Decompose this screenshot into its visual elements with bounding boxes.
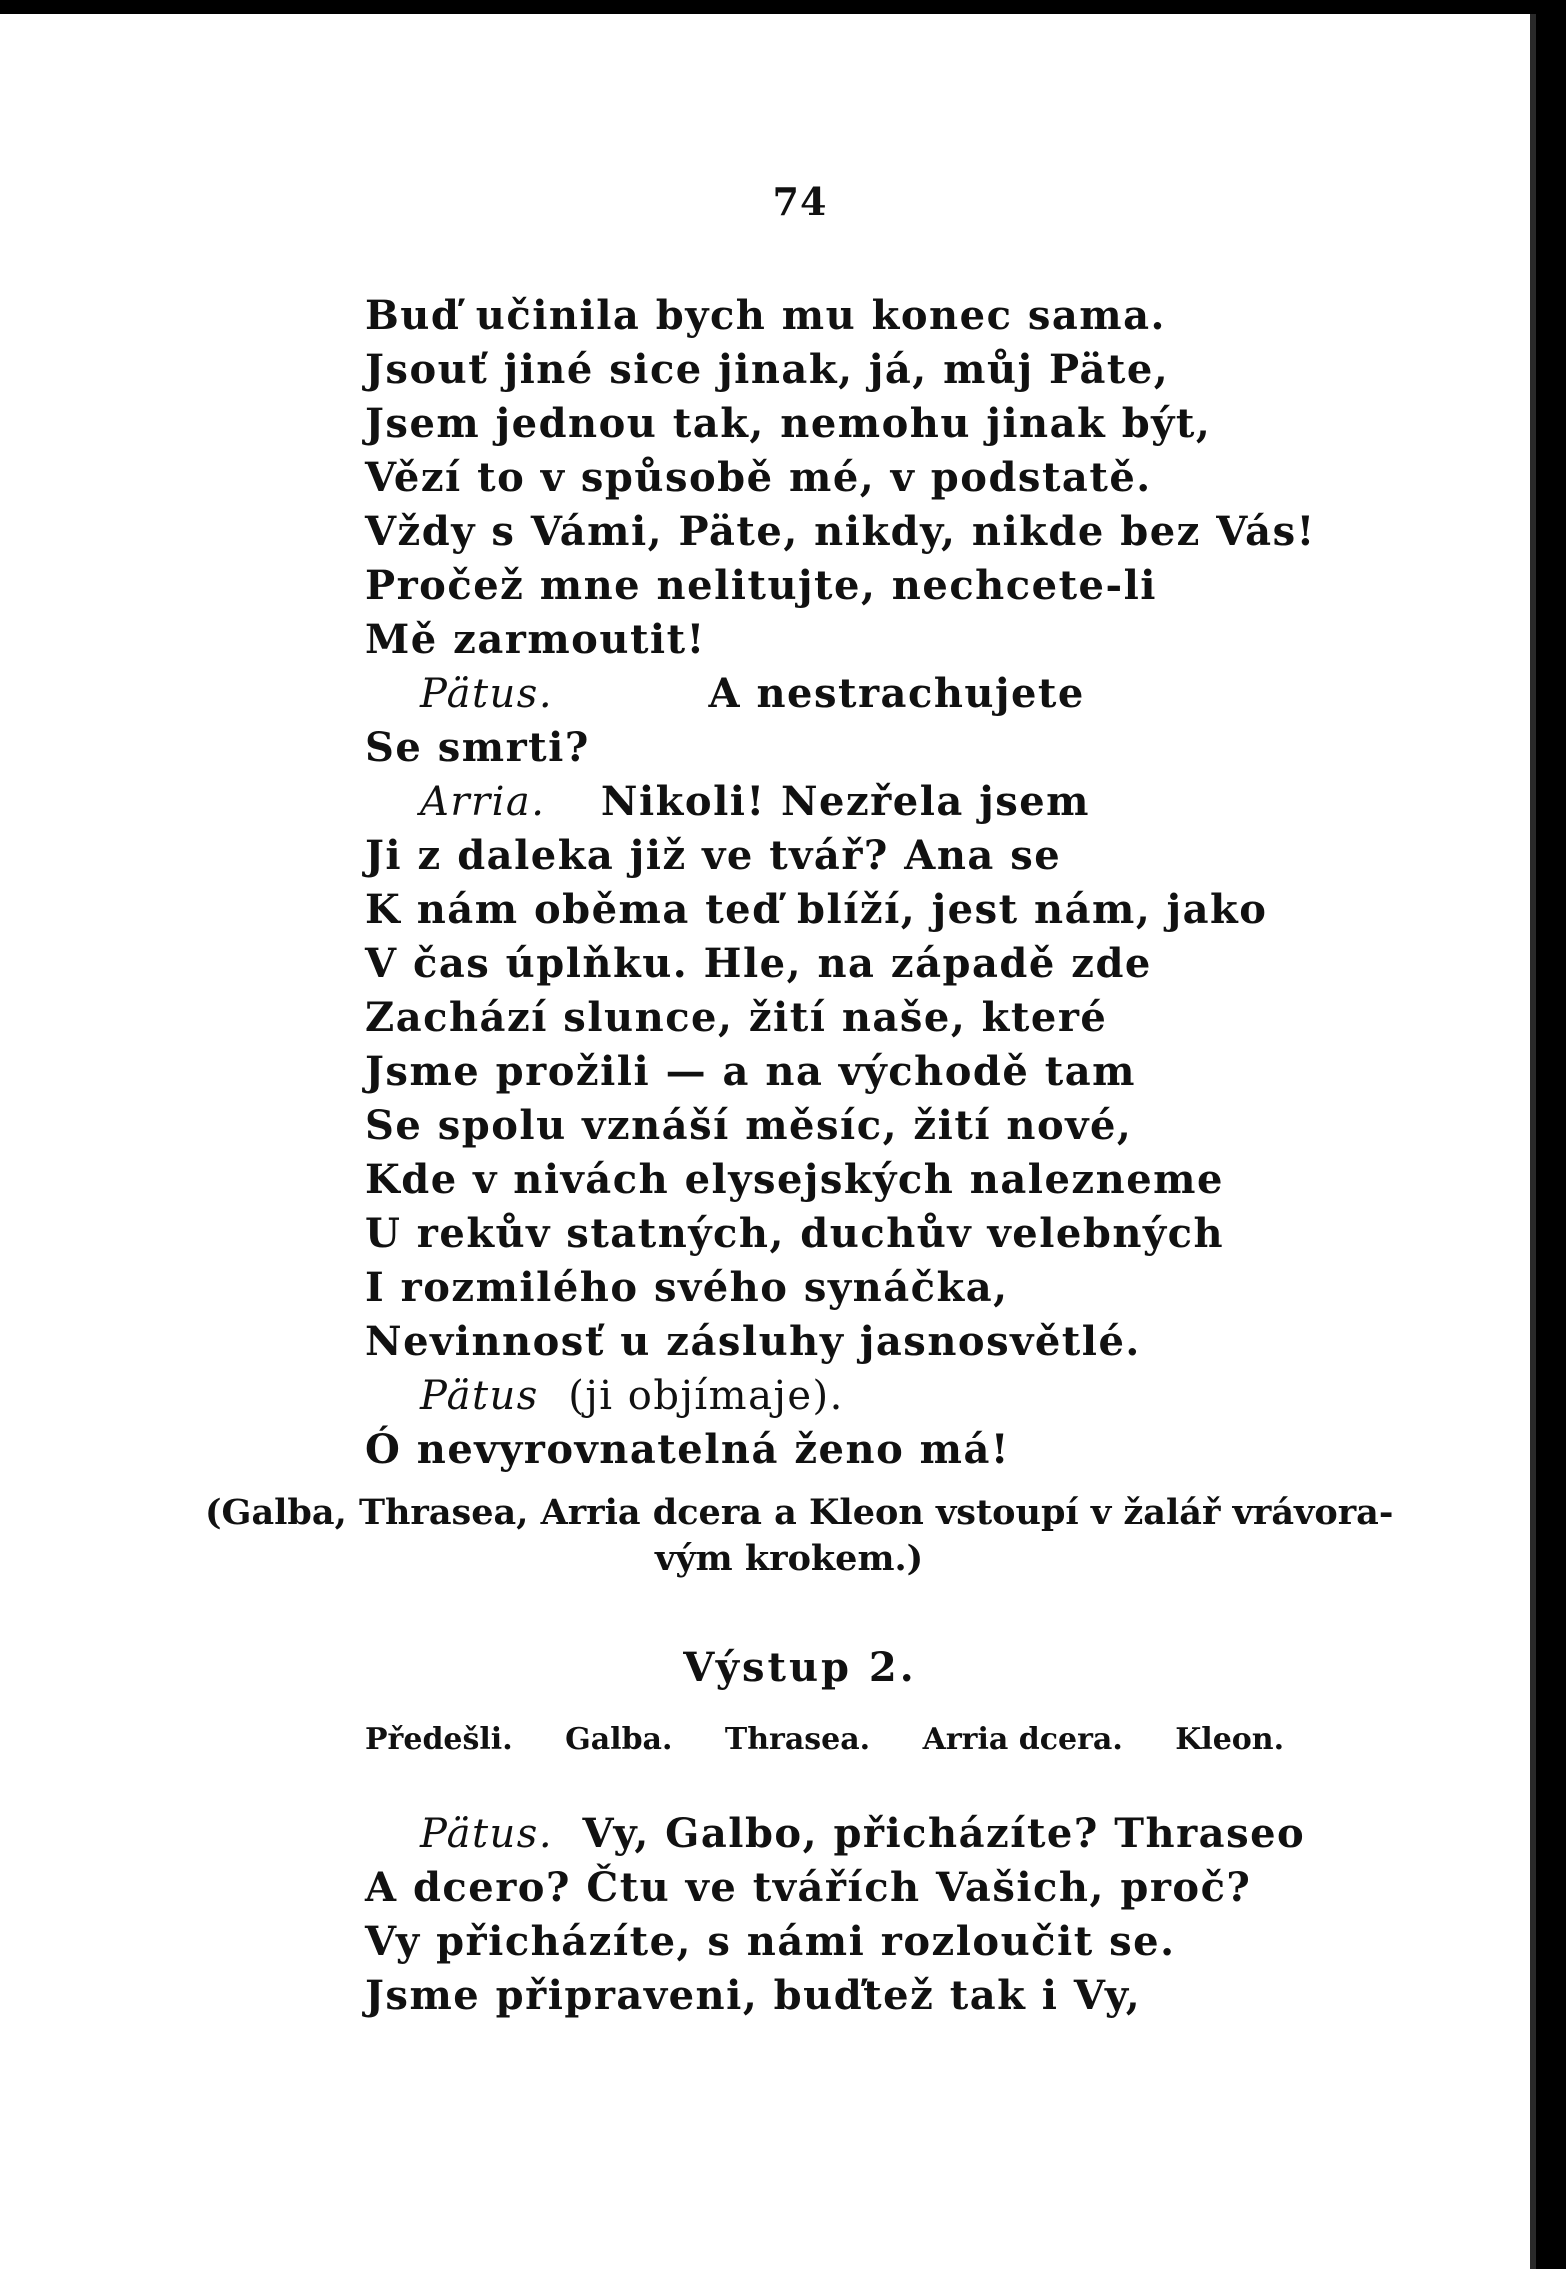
verse-line: Jsme prožili — a na východě tam	[365, 1048, 1136, 1095]
verse-line: Mě zarmoutit!	[365, 616, 706, 663]
speech-text: Vy, Galbo, přicházíte? Thraseo	[582, 1810, 1306, 1857]
speaker-name: Pätus.	[420, 671, 554, 717]
speaker-name: Arria.	[420, 779, 546, 825]
verse-line: U rekův statných, duchův velebných	[365, 1210, 1225, 1257]
character-name: Arria dcera.	[922, 1722, 1123, 1757]
stage-direction: vým krokem.)	[655, 1538, 924, 1579]
verse-line: Buď učinila bych mu konec sama.	[365, 292, 1166, 339]
speaker-line	[420, 778, 1090, 826]
page-number: 74	[772, 179, 828, 224]
speaker-name: Pätus.	[420, 1811, 554, 1857]
verse-line: Se spolu vznáší měsíc, žití nové,	[365, 1102, 1133, 1149]
character-name: Thrasea.	[724, 1722, 871, 1757]
speaker-line	[420, 670, 1085, 718]
verse-line: Nevinnosť u zásluhy jasnosvětlé.	[365, 1318, 1141, 1365]
speaker-line	[420, 1810, 1305, 1858]
verse-line: Pročež mne nelitujte, nechcete-li	[365, 562, 1157, 609]
verse-line: Jsouť jiné sice jinak, já, můj Päte,	[365, 346, 1170, 393]
verse-line: Jsme připraveni, buďtež tak i Vy,	[365, 1972, 1142, 2019]
stage-direction: (Galba, Thrasea, Arria dcera a Kleon vstoupí v žalář vrávora-	[205, 1492, 1394, 1533]
verse-line: I rozmilého svého synáčka,	[365, 1264, 1009, 1311]
verse-line: Se smrti?	[365, 724, 590, 771]
speech-text: (ji objímaje).	[568, 1373, 844, 1419]
verse-line: K nám oběma teď blíží, jest nám, jako	[365, 886, 1268, 933]
verse-line: Jsem jednou tak, nemohu jinak být,	[365, 400, 1212, 447]
character-name: Předešli.	[365, 1722, 513, 1757]
book-page	[0, 14, 1536, 2269]
verse-line: V čas úplňku. Hle, na západě zde	[365, 940, 1152, 987]
verse-line: Vězí to v spůsobě mé, v podstatě.	[365, 454, 1152, 501]
verse-line: Zachází slunce, žití naše, které	[365, 994, 1108, 1041]
speaker-line	[420, 1372, 844, 1420]
character-name: Kleon.	[1175, 1722, 1285, 1757]
verse-line: Vy přicházíte, s námi rozloučit se.	[365, 1918, 1176, 1965]
verse-line: Vždy s Vámi, Päte, nikdy, nikde bez Vás!	[365, 508, 1316, 555]
speech-text: A nestrachujete	[708, 670, 1085, 717]
verse-line: A dcero? Čtu ve tvářích Vašich, proč?	[365, 1864, 1252, 1911]
verse-line: Ó nevyrovnatelná ženo má!	[365, 1426, 1010, 1473]
character-name: Galba.	[565, 1722, 673, 1757]
speech-text: Nikoli! Nezřela jsem	[600, 778, 1091, 825]
scene-heading: Výstup 2.	[683, 1644, 917, 1691]
characters-list	[365, 1722, 1326, 1757]
verse-line: Kde v nivách elysejských nalezneme	[365, 1156, 1224, 1203]
verse-line: Ji z daleka již ve tvář? Ana se	[365, 832, 1062, 879]
speaker-name: Pätus	[420, 1373, 539, 1419]
